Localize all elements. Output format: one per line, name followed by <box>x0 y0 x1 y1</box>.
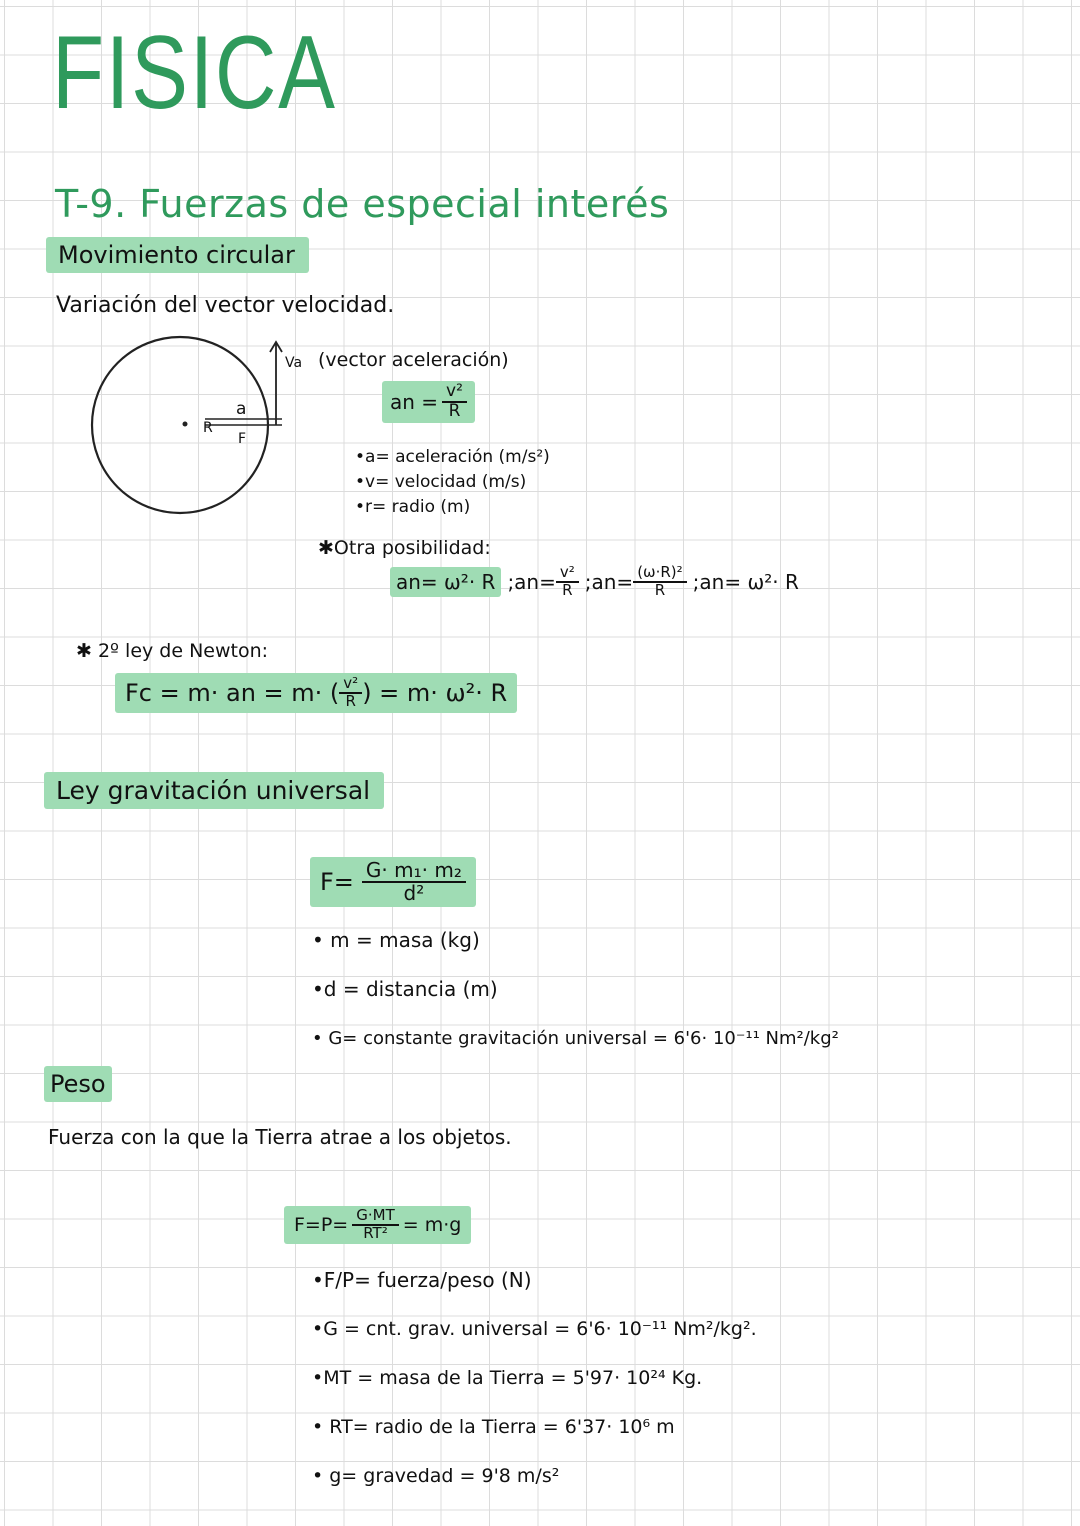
section-heading-circular: Movimiento circular <box>46 237 309 273</box>
center-dot <box>183 422 188 427</box>
weight-legend-earth-radius: • RT= radio de la Tierra = 6'37· 10⁶ m <box>312 1416 675 1438</box>
weight-fraction <box>352 1208 399 1242</box>
weight-legend-gravity: • g= gravedad = 9'8 m/s² <box>312 1465 560 1487</box>
other-fraction-1-den: R <box>562 580 573 599</box>
formula-den: R <box>448 400 461 421</box>
weight-legend-earth-mass: •MT = masa de la Tierra = 5'97· 10²⁴ Kg. <box>312 1367 703 1389</box>
newton-pre: Fc = m· an = m· ( <box>125 678 340 707</box>
other-formulas <box>390 565 799 599</box>
gravitation-legend-mass: • m = masa (kg) <box>312 928 480 952</box>
weight-rhs: = m·g <box>402 1213 462 1236</box>
other-fraction-2 <box>633 565 686 599</box>
newton-fraction <box>339 676 362 710</box>
weight-legend-force: •F/P= fuerza/peso (N) <box>312 1268 532 1292</box>
newton-formula <box>115 673 517 713</box>
gravitation-legend-constant: • G= constante gravitación universal = 6'6· 10⁻¹¹ Nm²/kg² <box>312 1028 839 1049</box>
vector-note: (vector aceleración) <box>318 349 509 371</box>
centripetal-formula <box>382 381 475 423</box>
circular-intro: Variación del vector velocidad. <box>56 293 395 318</box>
section-heading-weight: Peso <box>44 1066 112 1102</box>
weight-intro: Fuerza con la que la Tierra atrae a los objetos. <box>48 1125 512 1149</box>
weight-lhs: F=P= <box>294 1213 349 1236</box>
other-fraction-1 <box>556 565 579 599</box>
newton-label: ✱ 2º ley de Newton: <box>76 640 269 662</box>
gravitation-lhs: F= <box>320 868 354 896</box>
gravitation-fraction <box>362 860 466 904</box>
diagram-label-a: a <box>236 399 247 419</box>
gravitation-formula <box>310 857 476 907</box>
newton-post: ) = m· ω²· R <box>362 678 508 707</box>
other-possibility-label: ✱Otra posibilidad: <box>318 537 491 559</box>
other-fraction-1-num: v² <box>556 565 579 583</box>
diagram-label-r: R <box>203 420 213 436</box>
diagram-label-va: Va <box>285 355 303 371</box>
weight-formula <box>284 1206 471 1244</box>
gravitation-legend-distance: •d = distancia (m) <box>312 977 498 1001</box>
newton-den: R <box>345 691 356 710</box>
other-part-2: ;an= <box>584 569 634 594</box>
page-subtitle: T-9. Fuerzas de especial interés <box>55 182 670 226</box>
gravitation-num: G· m₁· m₂ <box>362 860 466 883</box>
weight-legend-g-constant: •G = cnt. grav. universal = 6'6· 10⁻¹¹ Nm²/kg². <box>312 1318 757 1340</box>
legend-velocity: •v= velocidad (m/s) <box>355 472 527 492</box>
legend-acceleration: •a= aceleración (m/s²) <box>355 447 550 467</box>
other-fraction-2-den: R <box>654 580 666 599</box>
other-fraction-2-num: (ω·R)² <box>633 565 686 583</box>
other-part-3: ;an= ω²· R <box>692 569 799 594</box>
legend-radius: •r= radio (m) <box>355 497 471 517</box>
weight-num: G·MT <box>352 1208 399 1226</box>
formula-num: v² <box>442 383 467 403</box>
newton-num: v² <box>339 676 362 694</box>
weight-den: RT² <box>363 1223 388 1242</box>
formula-lhs: an = <box>390 389 439 414</box>
other-part-1: ;an= <box>507 569 556 594</box>
gravitation-den: d² <box>403 881 425 905</box>
formula-fraction <box>442 383 467 421</box>
section-heading-gravitation: Ley gravitación universal <box>44 772 384 809</box>
other-formula-highlight: an= ω²· R <box>390 567 501 597</box>
page-title: FISICA <box>52 15 337 131</box>
diagram-label-f: F <box>238 431 247 447</box>
